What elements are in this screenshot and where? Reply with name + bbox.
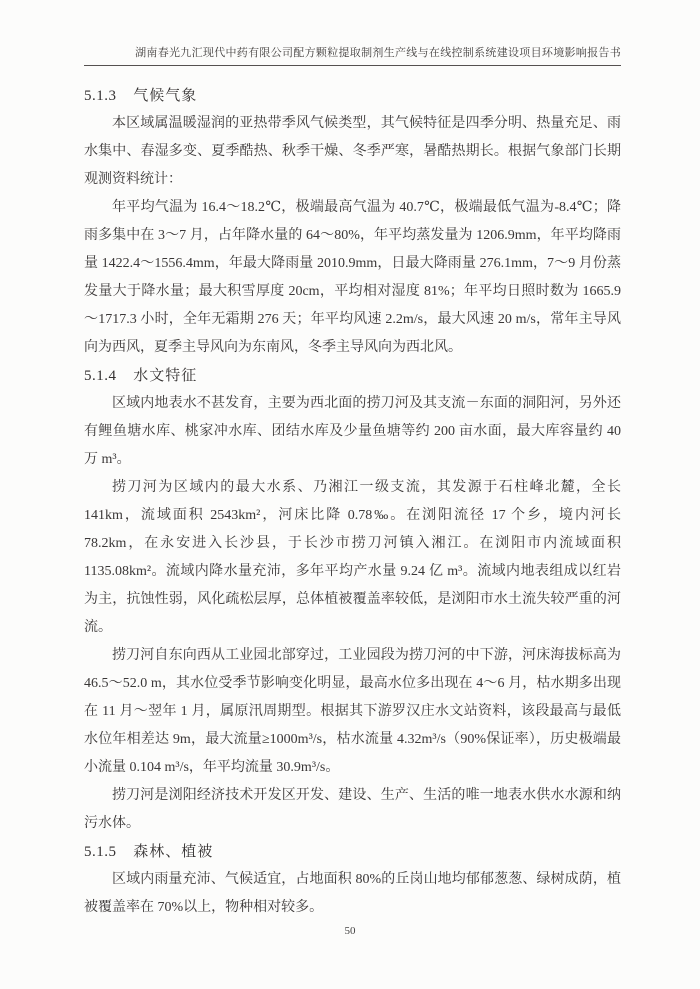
- section-number: 5.1.3: [84, 88, 117, 104]
- section-number: 5.1.5: [84, 844, 117, 860]
- paragraph-hydrology-2: 捞刀河为区域内的最大水系、乃湘江一级支流，其发源于石柱峰北麓，全长 141km，流域面积 2543km²，河床比降 0.78‰。在浏阳流径 17 个乡，境内河长 78.2km，在永安进入长沙县，于长沙市捞刀河镇入湘江。在浏阳市内流域面积 1135.08km²。流域内降水量充沛，多年平均产水量 9.24 亿 m³。流域内地表组成以红岩为主，抗蚀性弱，风化疏松层厚，总体植被覆盖率较低，是浏阳市水土流失较严重的河流。: [84, 480, 621, 635]
- paragraph-climate-1: 本区域属温暖湿润的亚热带季风气候类型，其气候特征是四季分明、热量充足、雨水集中、春湿多变、夏季酷热、秋季干燥、冬季严寒，暑酷热期长。根据气象部门长期观测资料统计：: [84, 116, 621, 187]
- paragraph-hydrology-3: 捞刀河自东向西从工业园北部穿过，工业园段为捞刀河的中下游，河床海拔标高为 46.5～52.0 m，其水位受季节影响变化明显，最高水位多出现在 4～6 月，枯水期多出现在 11 月～翌年 1 月，属原汛周期型。根据其下游罗汉庄水文站资料，该段最高与最低水位年相差达 9m，最大流量≥1000m³/s，枯水流量 4.32m³/s（90%保证率），历史极端最小流量 0.104 m³/s，年平均流量 30.9m³/s。: [84, 648, 621, 775]
- text-frame: [84, 0, 621, 922]
- paragraph-hydrology-4: 捞刀河是浏阳经济技术开发区开发、建设、生产、生活的唯一地表水供水水源和纳污水体。: [84, 788, 621, 831]
- paragraph-climate-2: 年平均气温为 16.4～18.2℃，极端最高气温为 40.7℃，极端最低气温为-8.4℃；降雨多集中在 3～7 月，占年降水量的 64～80%，年平均蒸发量为 1206.9mm，年平均降雨量 1422.4～1556.4mm，年最大降雨量 2010.9mm，日最大降雨量 276.1mm，7～9 月份蒸发量大于降水量；最大积雪厚度 20cm，平均相对湿度 81%；年平均日照时数为 1665.9～1717.3 小时，全年无霜期 276 天；年平均风速 2.2m/s，最大风速 20 m/s，常年主导风向为西风，夏季主导风向为东南风，冬季主导风向为西北风。: [84, 200, 621, 355]
- section-heading-hydrology: [84, 362, 621, 390]
- paragraph-forest-1: 区域内雨量充沛、气候适宜，占地面积 80%的丘岗山地均郁郁葱葱、绿树成荫，植被覆盖率在 70%以上，物种相对较多。: [84, 872, 621, 915]
- header-title: 湖南春光九汇现代中药有限公司配方颗粒提取制剂生产线与在线控制系统建设项目环境影响报告书: [135, 47, 621, 59]
- page-number: 50: [344, 925, 356, 937]
- section-title: 气候气象: [133, 88, 198, 104]
- section-title: 森林、植被: [133, 844, 214, 860]
- section-number: 5.1.4: [84, 368, 117, 384]
- section-heading-forest: [84, 838, 621, 866]
- section-heading-climate: [84, 82, 621, 110]
- section-title: 水文特征: [133, 368, 198, 384]
- page-header: [84, 0, 621, 66]
- page-footer: [0, 921, 700, 939]
- paragraph-hydrology-1: 区域内地表水不甚发育，主要为西北面的捞刀河及其支流－东面的洞阳河，另外还有鲤鱼塘水库、桃家冲水库、团结水库及少量鱼塘等约 200 亩水面，最大库容量约 40 万 m³。: [84, 396, 621, 467]
- document-body: [84, 82, 621, 922]
